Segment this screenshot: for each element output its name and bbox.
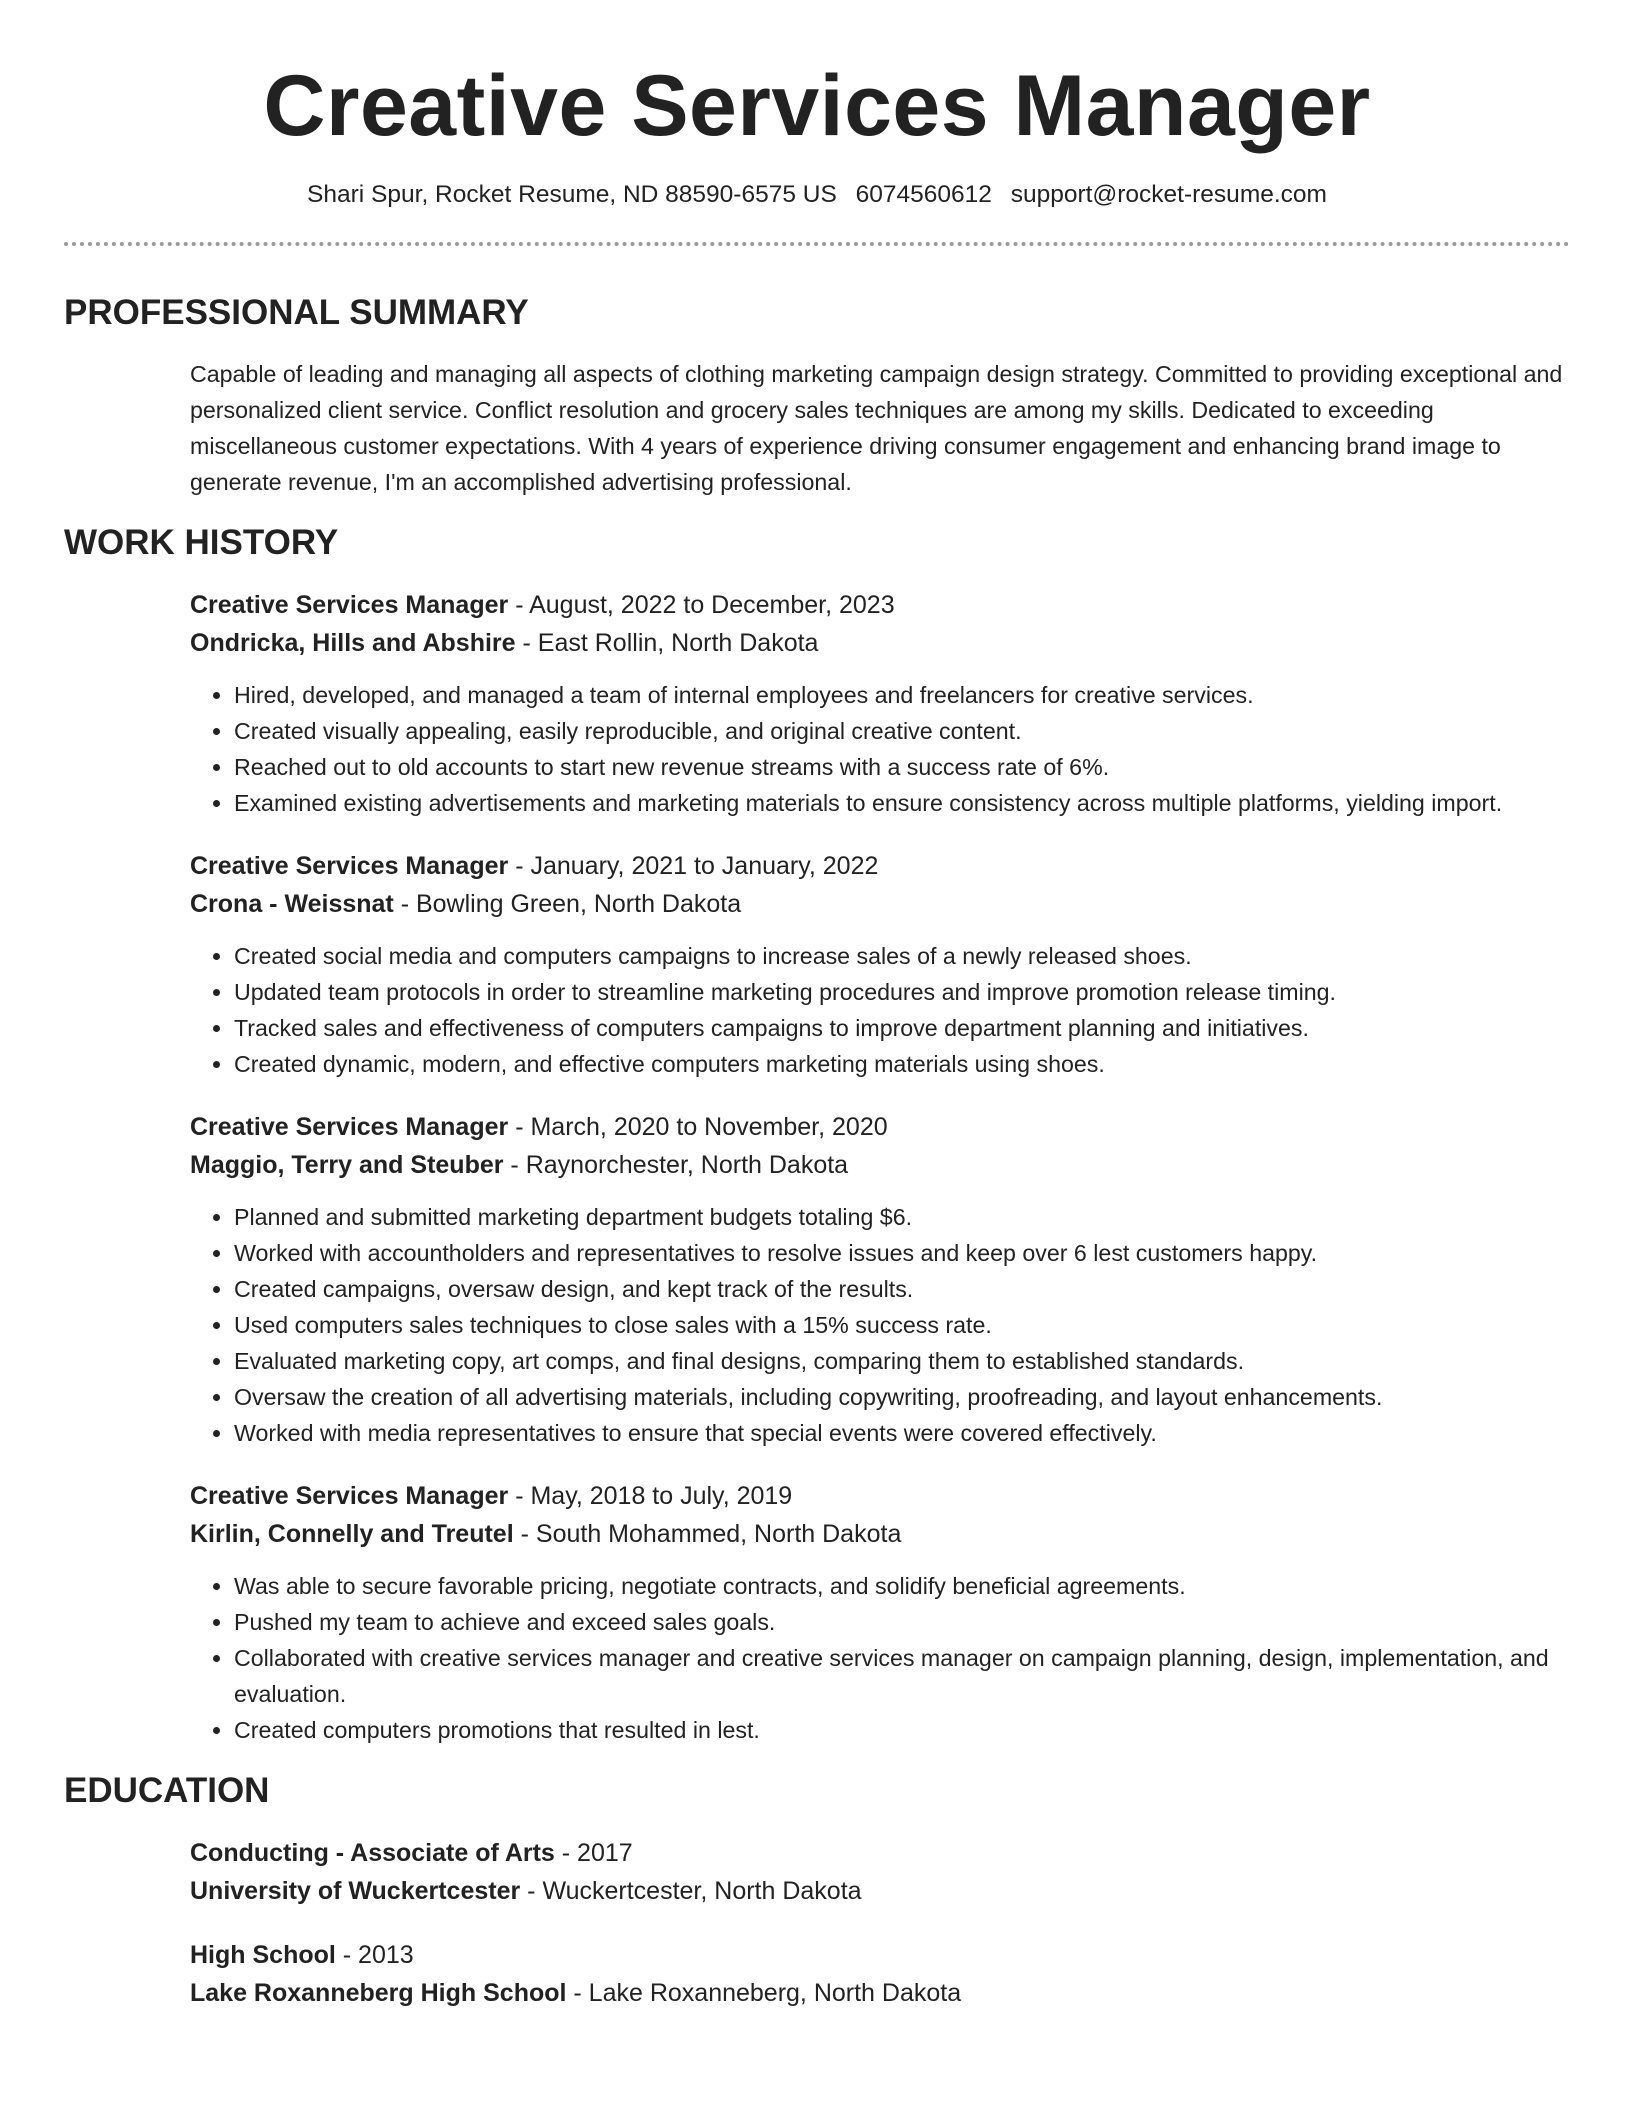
job-bullet: • Hired, developed, and managed a team of internal employees and freelancers for creative services. <box>234 677 1570 713</box>
job-location: - Raynorchester, North Dakota <box>503 1151 849 1179</box>
education-degree: High School <box>190 1941 336 1969</box>
job-location: - East Rollin, North Dakota <box>515 629 819 657</box>
contact-line <box>64 180 1570 210</box>
job-bullet: • Used computers sales techniques to close sales with a 15% success rate. <box>234 1307 1570 1343</box>
job-bullet: • Planned and submitted marketing department budgets totaling $6. <box>234 1199 1570 1235</box>
education-school: University of Wuckertcester <box>190 1877 521 1905</box>
job-bullet: • Worked with accountholders and representatives to resolve issues and keep over 6 lest customers happy. <box>234 1235 1570 1271</box>
education-location: - Wuckertcester, North Dakota <box>520 1877 862 1905</box>
job-company: Kirlin, Connelly and Treutel <box>190 1520 514 1548</box>
job-entry <box>190 586 1570 821</box>
education-entry <box>190 1834 1570 1910</box>
job-company-line <box>190 1515 1570 1553</box>
job-company-line <box>190 1146 1570 1184</box>
work-history-list <box>190 586 1570 1748</box>
job-bullets <box>190 1199 1570 1451</box>
education-list <box>190 1834 1570 2012</box>
job-title-line <box>190 1108 1570 1146</box>
job-bullet: • Worked with media representatives to ensure that special events were covered effectively. <box>234 1415 1570 1451</box>
education-degree: Conducting - Associate of Arts <box>190 1839 555 1867</box>
resume-page <box>64 0 1570 2012</box>
contact-email: support@rocket-resume.com <box>1010 181 1327 208</box>
contact-address: Shari Spur, Rocket Resume, ND 88590-6575 US <box>307 181 837 208</box>
job-entry <box>190 1477 1570 1748</box>
job-bullet: • Created campaigns, oversaw design, and kept track of the results. <box>234 1271 1570 1307</box>
job-title: Creative Services Manager <box>190 852 509 880</box>
job-dates: - January, 2021 to January, 2022 <box>508 852 879 880</box>
job-bullet: • Tracked sales and effectiveness of computers campaigns to improve department planning and initiatives. <box>234 1010 1570 1046</box>
job-bullet: • Oversaw the creation of all advertising materials, including copywriting, proofreading, and layout enhancements. <box>234 1379 1570 1415</box>
job-bullet: • Collaborated with creative services manager and creative services manager on campaign planning, design, implementation, and evaluation. <box>234 1640 1570 1712</box>
job-bullet: • Examined existing advertisements and marketing materials to ensure consistency across multiple platforms, yielding import. <box>234 785 1570 821</box>
education-school-line <box>190 1974 1570 2012</box>
job-bullet: • Was able to secure favorable pricing, negotiate contracts, and solidify beneficial agreements. <box>234 1568 1570 1604</box>
job-entry <box>190 847 1570 1082</box>
job-title: Creative Services Manager <box>190 1113 509 1141</box>
education-heading: EDUCATION <box>64 1771 270 1810</box>
education-location: - Lake Roxanneberg, North Dakota <box>566 1979 962 2007</box>
education-degree-line <box>190 1834 1570 1872</box>
job-bullet: • Evaluated marketing copy, art comps, and final designs, comparing them to established standards. <box>234 1343 1570 1379</box>
job-title-line <box>190 586 1570 624</box>
job-dates: - March, 2020 to November, 2020 <box>508 1113 888 1141</box>
summary-heading: PROFESSIONAL SUMMARY <box>64 293 529 332</box>
job-location: - South Mohammed, North Dakota <box>513 1520 902 1548</box>
education-school-line <box>190 1872 1570 1910</box>
education-year: - 2013 <box>335 1941 414 1969</box>
contact-phone: 6074560612 <box>855 181 992 208</box>
job-title: Creative Services Manager <box>190 1482 509 1510</box>
job-entry <box>190 1108 1570 1451</box>
work-history-heading: WORK HISTORY <box>64 523 339 562</box>
job-title: Creative Services Manager <box>190 591 509 619</box>
job-company-line <box>190 624 1570 662</box>
job-location: - Bowling Green, North Dakota <box>393 890 742 918</box>
job-bullet: • Updated team protocols in order to streamline marketing procedures and improve promotion release timing. <box>234 974 1570 1010</box>
summary-text: Capable of leading and managing all aspects of clothing marketing campaign design strategy. Committed to providing exceptional and personalized client service. Conflict resolution and grocery sales techniques are among my skills. Dedicated to exceeding miscellaneous customer expectations. With 4 years of experience driving consumer engagement and enhancing brand image to generate revenue, I'm an accomplished advertising professional. <box>190 361 1563 495</box>
job-bullets <box>190 677 1570 821</box>
job-dates: - August, 2022 to December, 2023 <box>508 591 895 619</box>
education-degree-line <box>190 1936 1570 1974</box>
job-title-line <box>190 847 1570 885</box>
job-bullets <box>190 938 1570 1082</box>
job-bullets <box>190 1568 1570 1748</box>
job-company-line <box>190 885 1570 923</box>
resume-title: Creative Services Manager <box>263 58 1371 154</box>
job-company: Maggio, Terry and Steuber <box>190 1151 504 1179</box>
job-company: Ondricka, Hills and Abshire <box>190 629 516 657</box>
job-dates: - May, 2018 to July, 2019 <box>508 1482 793 1510</box>
education-year: - 2017 <box>554 1839 633 1867</box>
header-divider <box>64 242 1570 246</box>
education-entry <box>190 1936 1570 2012</box>
job-bullet: • Created dynamic, modern, and effective computers marketing materials using shoes. <box>234 1046 1570 1082</box>
job-bullet: • Created visually appealing, easily reproducible, and original creative content. <box>234 713 1570 749</box>
job-bullet: • Pushed my team to achieve and exceed sales goals. <box>234 1604 1570 1640</box>
job-title-line <box>190 1477 1570 1515</box>
job-bullet: • Created computers promotions that resulted in lest. <box>234 1712 1570 1748</box>
job-bullet: • Reached out to old accounts to start new revenue streams with a success rate of 6%. <box>234 749 1570 785</box>
education-school: Lake Roxanneberg High School <box>190 1979 567 2007</box>
job-company: Crona - Weissnat <box>190 890 394 918</box>
job-bullet: • Created social media and computers campaigns to increase sales of a newly released shoes. <box>234 938 1570 974</box>
